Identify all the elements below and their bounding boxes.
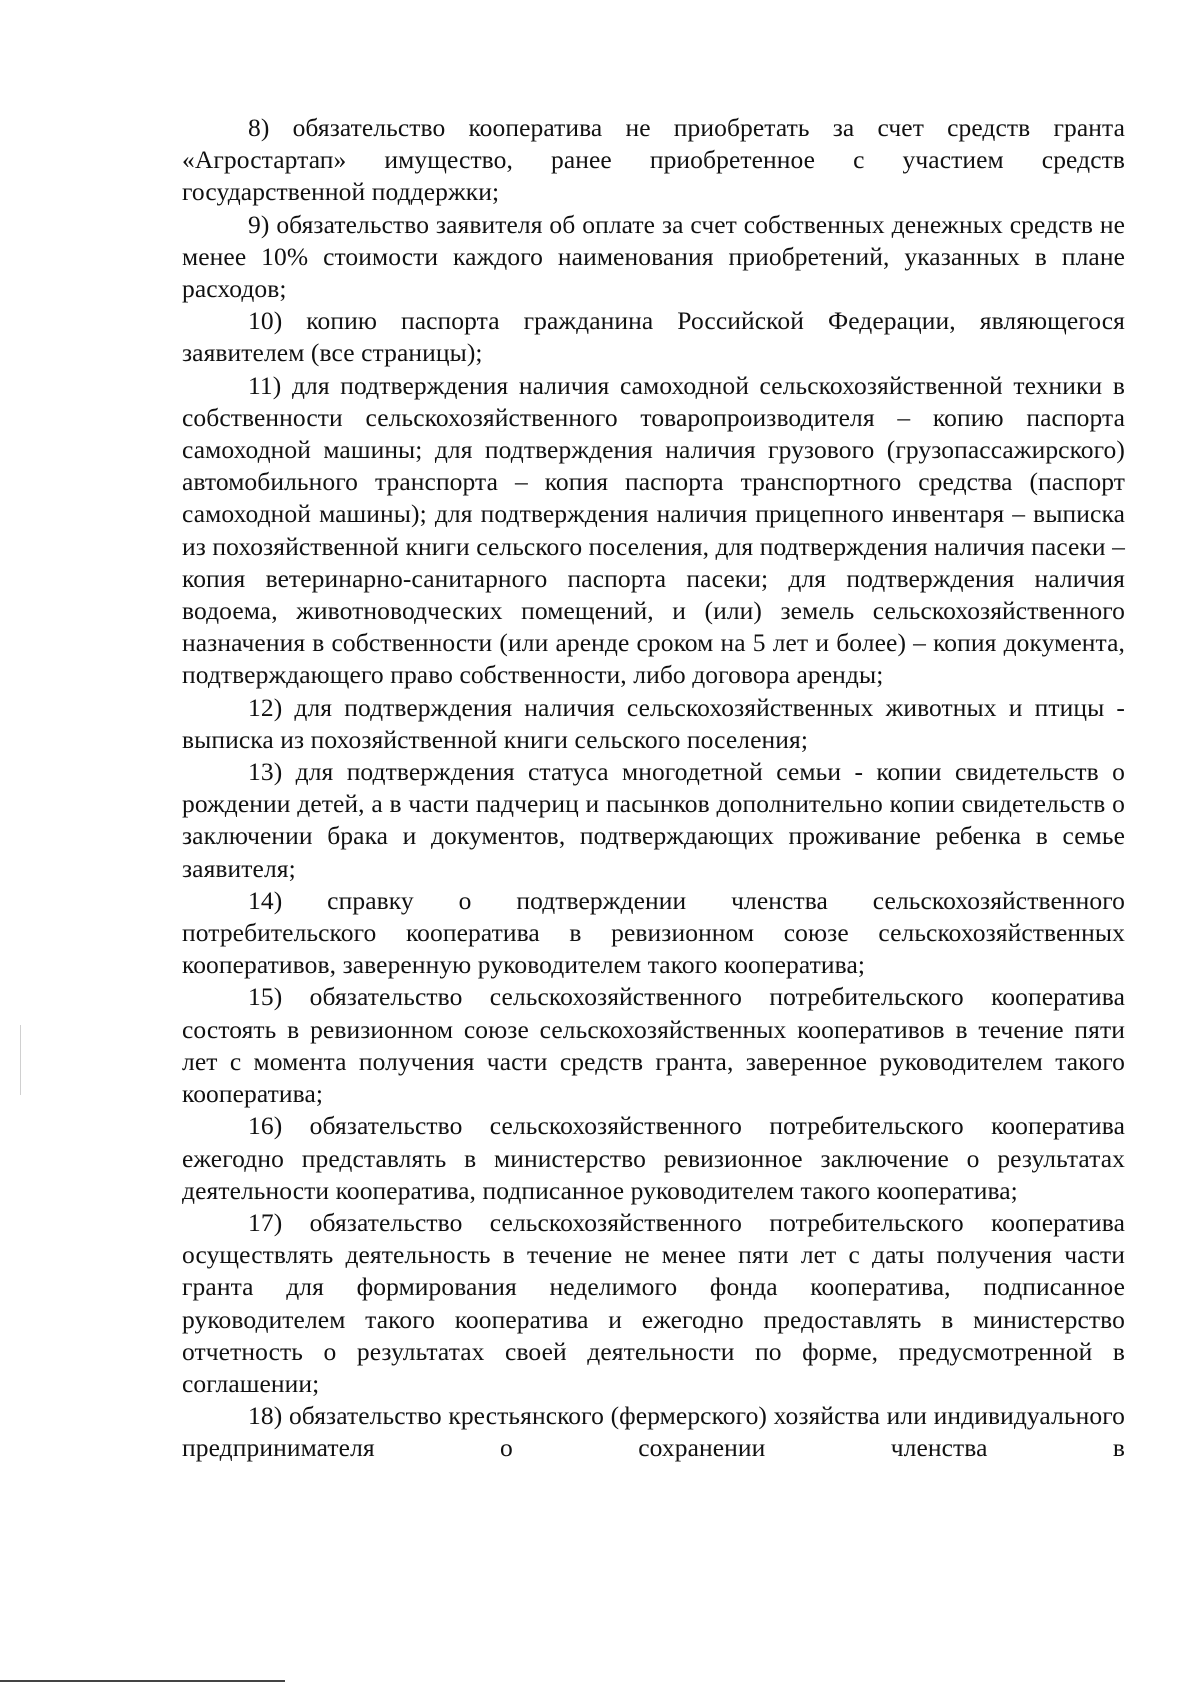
list-item-16: 16) обязательство сельскохозяйственного потребительского кооператива ежегодно представлять в министерство ревизионное заключение о результатах деятельности кооператива, подписанное руководителем такого кооператива; — [182, 1111, 1125, 1205]
document-body — [182, 112, 1125, 1465]
list-item-8: 8) обязательство кооператива не приобретать за счет средств гранта «Агростартап» имущество, ранее приобретенное с участием средств государственной поддержки; — [182, 113, 1125, 207]
list-item-18: 18) обязательство крестьянского (фермерского) хозяйства или индивидуального предпринимателя о сохранении членства в — [182, 1401, 1125, 1463]
list-item-15: 15) обязательство сельскохозяйственного потребительского кооператива состоять в ревизионном союзе сельскохозяйственных кооперативов в течение пяти лет с момента получения части средств гранта, заверенное руководителем такого кооператива; — [182, 982, 1125, 1109]
list-item-13: 13) для подтверждения статуса многодетной семьи - копии свидетельств о рождении детей, а в части падчериц и пасынков дополнительно копии свидетельств о заключении брака и документов, подтверждающих проживание ребенка в семье заявителя; — [182, 757, 1125, 883]
list-item-12: 12) для подтверждения наличия сельскохозяйственных животных и птицы - выписка из похозяйственной книги сельского поселения; — [182, 692, 1125, 754]
page-bottom-rule — [0, 1680, 285, 1682]
list-item-14: 14) справку о подтверждении членства сельскохозяйственного потребительского кооператива в ревизионном союзе сельскохозяйственных кооперативов, заверенную руководителем такого кооператива; — [182, 885, 1125, 980]
list-item-11: 11) для подтверждения наличия самоходной сельскохозяйственной техники в собственности сельскохозяйственного товаропроизводителя – копию паспорта самоходной машины; для подтверждения наличия грузового (грузопассажирского) автомобильного транспорта – копия паспорта транспортного средства (паспорт самоходной машины); для подтверждения наличия прицепного инвентаря – выписка из похозяйственной книги сельского поселения, для подтверждения наличия пасеки – копия ветеринарно-санитарного паспорта пасеки; для подтверждения наличия водоема, животноводческих помещений, и (или) земель сельскохозяйственного назначения в собственности (или аренде сроком на 5 лет и более) – копия документа, подтверждающего право собственности, либо договора аренды; — [182, 370, 1125, 690]
list-item-9: 9) обязательство заявителя об оплате за счет собственных денежных средств не менее 10% стоимости каждого наименования приобретений, указанных в плане расходов; — [182, 209, 1125, 304]
list-item-17: 17) обязательство сельскохозяйственного потребительского кооператива осуществлять деятельность в течение не менее пяти лет с даты получения части гранта для формирования неделимого фонда кооператива, подписанное руководителем такого кооператива и ежегодно предоставлять в министерство отчетность о результатах своей деятельности по форме, предусмотренной в соглашении; — [182, 1207, 1125, 1398]
list-item-10: 10) копию паспорта гражданина Российской Федерации, являющегося заявителем (все страницы); — [182, 306, 1125, 368]
scan-margin-mark — [20, 1025, 21, 1095]
